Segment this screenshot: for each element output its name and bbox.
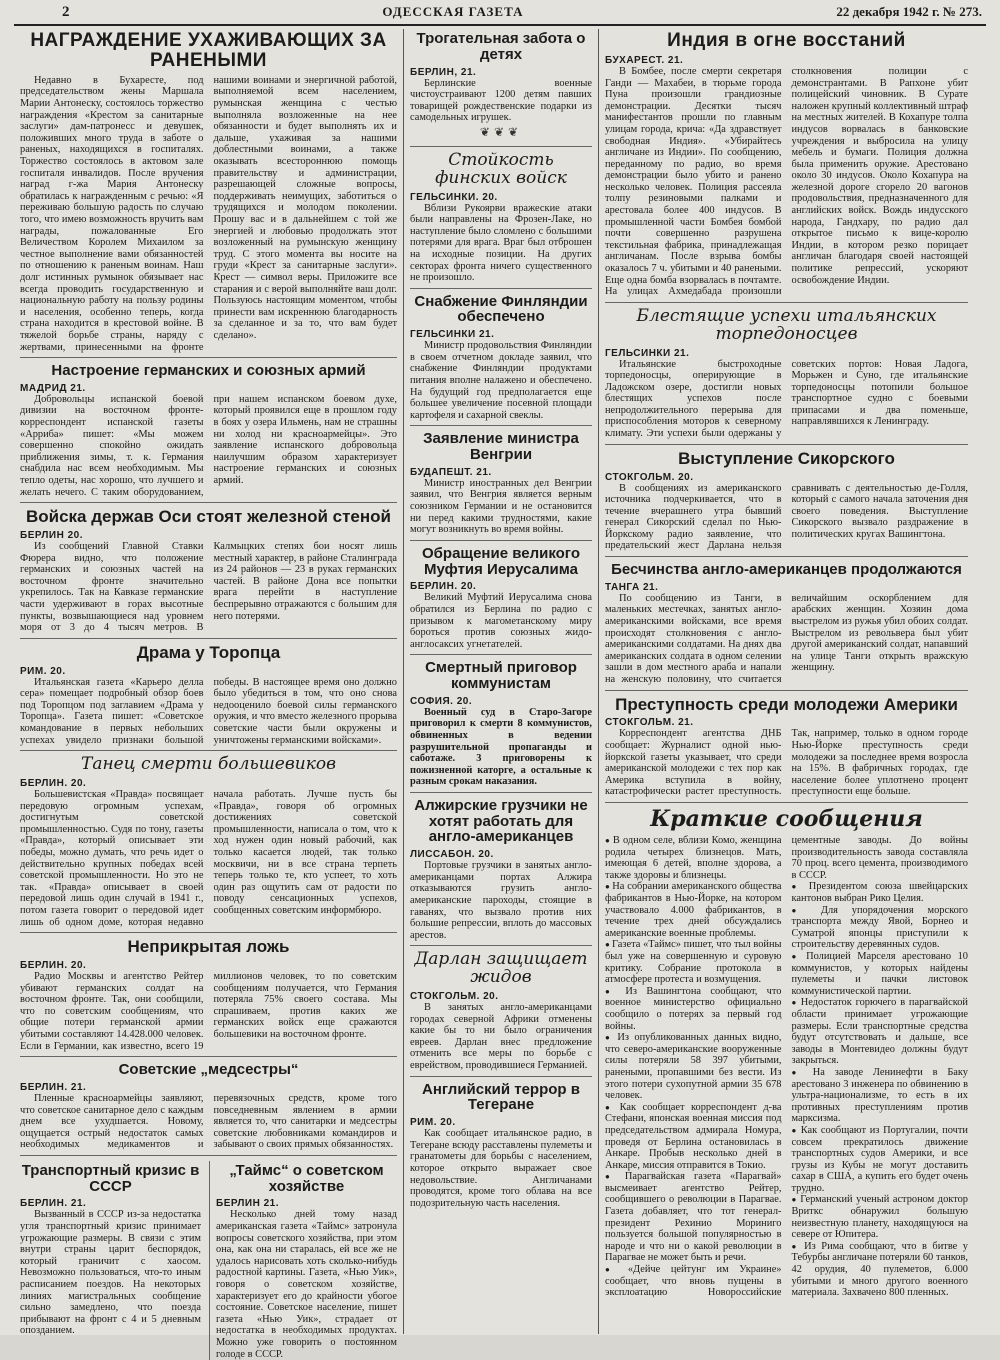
newspaper-title: ОДЕССКАЯ ГАЗЕТА xyxy=(382,4,524,19)
article-angliysky xyxy=(410,1082,592,1214)
article-title: Стойкость финских войск xyxy=(435,149,567,188)
article-body: Пленные красноармейцы заявляют, что советское санитарное дело с каждым днем все ухудшается. Новому, ощущается острый недостаток самых необходимых медикаментов и перевязочных средств, кроме того повседневным явлением в армии является то, что санитарки и медсестры советские любовниками командиров и забывают о своих прямых обязанностях. xyxy=(20,1092,397,1151)
article-dateline: ЛИССАБОН. 20. xyxy=(410,849,494,861)
article-dateline: СТОКГОЛЬМ. 21. xyxy=(605,717,694,729)
brief-item: ● «Дейче цейтунг им Украине» сообщает, что вновь пущены в эксплоатацию Новороссийские цементные заводы. До войны производительность завода составляла 70 проц. всего цемента, производимого в СССР. xyxy=(605,835,968,1299)
article-title: Английский террор в Тегеране xyxy=(422,1080,580,1114)
article-body: Портовые грузчики в занятых англо-американцами портах Алжира отказываются грузить англо-американские пароходы, стоящие в гаванях, что вызвало против них большие репрессии, вплоть до массовых арестов. xyxy=(410,860,592,941)
article-body: Добровольцы испанской боевой дивизии на восточном фронте-корреспондент испанской газеты «Арриба» пишет: «Мы можем совершенно спокойно ожидать приближения зимы, т. к. Германия снабдила нас всем необходимым. Мы тепло одеты, нас хорошо, что лучшего и желать нечего. С таким оборудованием, при нашем испанском боевом духе, который проявился еще в прошлом году в боях у озера Ильмень, нам не страшны ни холод ни красноармейцы». Это заявление испанского добровольца наилучшим образом характеризует настроение германских и союзных армий. xyxy=(20,393,397,498)
article-beschinstva xyxy=(605,562,968,691)
article-body: Корреспондент агентства ДНБ сообщает: Журналист одной нью-йоркской газеты указывает, что среди американской молодежи с тех пор как Америка вступила в войну, катастрофически растет преступность. Так, например, только в одном городе Нью-Йорке преступность среди молодежи за последнее время возросла на 15%. В фабричных городах, где население более уплотнено процент преступности еще больше. xyxy=(605,728,968,798)
article-dateline: ТАНГА 21. xyxy=(605,581,659,593)
article-dateline: БЕРЛИН. 21. xyxy=(20,1198,87,1210)
article-dateline: СОФИЯ. 20. xyxy=(410,695,473,707)
brief-item: ● На собрании американского общества фабрикантов в Нью-Йорке, на котором участвовало 4.000 фабрикантов, в течение трех дней обсуждались американские военные проблемы. xyxy=(605,881,782,939)
article-nagrazhdenie xyxy=(20,31,397,358)
brief-item: ● Полицией Марселя арестовано 10 коммунистов, у которых найдены пулеметы и пачки листовок коммунистической партии. xyxy=(792,951,969,997)
article-body: Министр продовольствия Финляндии в своем отчетном докладе заявил, что снабжение Финляндии продуктами питания вполне налажено и обеспечено. На будущий год предполагается еще большее увеличение посевной площади картофеля и сахарной свеклы. xyxy=(410,340,592,421)
article-dateline: РИМ. 20. xyxy=(20,665,66,677)
article-title: Выступление Сикорского xyxy=(678,448,895,468)
article-body: В Бомбее, после смерти секретаря Ганди — Махабеи, в тюрьме города Пуна произошли грандиозные демонстрации. Десятки тысяч манифестантов прошли по главным улицам города, крича: «Да здравствует свободная Индия». «Убирайтесь англичане из Индии». По сообщению, переданному по радио, во время демонстрации было убито и ранено несколько человек. Полиция рассеяла толпу резиновыми палками и арестовала более 400 индусов. В промышленной части Бомбея бомбой почти совершенно разрушена текстильная фабрика, принадлежащая англичанам. После взрыва бомбы оказалось 7 ч. убитыми и 40 ранеными. Еще одна бомба взорвалась в почтамте. На улицах Ахмедабада произошли столкновения полиции с демонстрантами. В Рапхоне убит полицейский чиновник. В Сурате наложен крупный коллективный штраф на местных жителей. В Кохапуре толпа индусов ворвалась в банковские учреждения и выбросила на улицу мебель и бумаги. Полиция должна была применить оружие. Арестовано около 30 индусов. Около Кохапура на железной дороге сгорело 20 вагонов продовольствия, предназначенного для английских войск. Вождь индусского народа, Гандхару, по радио дал открытое письмо к вице-королю Индии, в котором резко порицает англичан благодаря своей настоящей политике репрессий, ускоряют освобождение Индии. xyxy=(605,65,968,298)
article-title: Драма у Торопца xyxy=(136,642,281,662)
article-neprikrytaya xyxy=(20,938,397,1057)
article-dateline: ГЕЛЬСИНКИ 21. xyxy=(410,329,495,341)
brief-item: ● Недостаток горючего в парагвайской области принимает угрожающие размеры. Если транспортные средства будут отсутствовать и дальше, все заводы в Монтевидео должны будут закрыться. xyxy=(792,997,969,1067)
article-body: Радио Москвы и агентство Рейтер убивают германских солдат на восточном фронте. Так, они сообщили, что по советским сообщениям, что общие потери германской армии убитыми составляют 14.428.000 человек. Если в Германии, как известно, всего 19 миллионов человек, то по советским сообщениям получается, что Германия потеряла 75% своего состава. Мы спрашиваем, против каких же германских войск еще сражаются большевики на восточном фронте. xyxy=(20,971,397,1052)
article-dateline: СТОКГОЛЬМ. 20. xyxy=(605,471,694,483)
article-darlan xyxy=(410,951,592,1076)
article-snabzhenie xyxy=(410,294,592,427)
brief-item: ● Германский ученый астроном доктор Вриткс обнаружил большую неизвестную планету, находящуюся на севере от Юпитера. xyxy=(792,1194,969,1240)
page-number: 2 xyxy=(62,4,70,20)
ornament: ❦❦❦ xyxy=(479,124,523,139)
column-right xyxy=(599,29,974,1334)
article-body: В сообщениях из американского источника подчеркивается, что в течение вчерашнего утра бывший генерал Сикорский сделал по Нью-Йоркскому радио заявление, что предательский жест Дарлана нельзя сравнивать с деятельностью де-Голля, который с самого начала заточения дня своего поведения. Выступление Сикорского вызвало раздражение в политических кругах Вашингтона. xyxy=(605,482,968,552)
article-dateline: БЕРЛИН. 20. xyxy=(410,581,477,593)
article-title: Транспортный кризис в СССР xyxy=(21,1161,200,1195)
column-middle xyxy=(404,29,599,1334)
article-title: Краткие сообщения xyxy=(650,805,923,832)
article-body: Большевистская «Правда» посвящает передовую огромным успехам, достигнутым советской промышленностью. Судя по тону, газеты «Правда», который описывает эти победы, можно думать, что речь идет о действительно крупных победах всей советской промышленности. Но это не так. «Правда» описывает в своей передовой лишь один случай в 1941 г., потом газета говорит о передовой идет лишь об одном доме, которая недавно начала работать. Лучше пусть бы «Правда», говоря об огромных достижениях советской промышленности, написала о том, что к ход нужен один новый рабочий, как только касается людей, так только москвичи, ни в все страна терпеть теперь только те, кто успеет, то хоть один раз ощутить сам от радости по поводу сенсационных успехов, сообщенных советским информбюро. xyxy=(20,789,397,928)
article-title: Настроение германских и союзных армий xyxy=(51,362,366,380)
article-dateline: РИМ. 20. xyxy=(410,1117,456,1129)
brief-list xyxy=(605,835,968,1299)
article-kratkie xyxy=(605,805,968,1303)
article-body: Великий Муфтий Иерусалима снова обратился из Берлина по радио с призывом к магометанскому миру бороться против союзных жидо-англосаксих угнетателей. xyxy=(410,592,592,650)
article-dateline: СТОКГОЛЬМ. 20. xyxy=(410,991,499,1003)
article-dateline: БУХАРЕСТ. 21. xyxy=(605,54,684,66)
article-medsestry xyxy=(20,1062,397,1156)
article-sikorsky xyxy=(605,450,968,557)
article-body: Из сообщений Главной Ставки Фюрера видно, что положение германских и союзных частей на восточном фронте значительно укрепилось. Так на Кавказе германские части удерживают в горах высотные пункты, возвышающиеся над уровнем моря от 3 до 4 тысяч метров. В Калмыцких степях бои носят лишь местный характер, в районе Сталинграда из 24 районов — 23 в руках германских частей. В районе Дона все попытки врага перейти в наступление беспрерывно отражаются с большим для него потерями. xyxy=(20,541,397,634)
article-title: Обращение великого Муфтия Иерусалима xyxy=(421,544,581,578)
article-dateline: БЕРЛИН. 21. xyxy=(20,1081,87,1093)
column-left xyxy=(14,29,404,1360)
article-voyska xyxy=(20,508,397,639)
article-dateline: БЕРЛИН. 20. xyxy=(20,960,87,972)
article-tanets xyxy=(20,756,397,933)
article-taims xyxy=(209,1161,397,1360)
article-drama xyxy=(20,644,397,751)
brief-item: ● Из Вашингтона сообщают, что военное министерство официально сообщило о потерях за первый год войны. xyxy=(605,986,782,1032)
article-dateline: МАДРИД 21. xyxy=(20,382,86,394)
article-stoykost xyxy=(410,149,592,289)
columns xyxy=(14,29,986,1360)
article-title: Заявление министра Венгрии xyxy=(423,430,579,464)
article-body: В занятых англо-американцами городах северной Африки отменены какие бы то ни было ограничения евреев. Дарлан внес предложение отменить все меры по борьбе с еврейством, проводившиеся Германией. xyxy=(410,1002,592,1072)
article-alzhirskie xyxy=(410,798,592,946)
article-title: Индия в огне восстаний xyxy=(667,30,906,51)
article-dateline: БЕРЛИН 21. xyxy=(216,1198,280,1210)
bottom-row xyxy=(20,1161,397,1360)
article-dateline: БУДАПЕШТ. 21. xyxy=(410,466,492,478)
article-body: Итальянские быстроходные торпедоносцы, оперирующие в Ладожском озере, достигли новых блестящих успехов после непродолжительного перерыва для приспособления моторов к северному климату. Эти успехи были одержаны у советских портов: Новая Ладога, Морьжен и Суно, где итальянские торпедоносцы потопили большое транспортное судно с боевыми припасами и два поменьше, направлявшихся к Ленинграду. xyxy=(605,358,968,440)
brief-item: ● Как сообщают из Португалии, почти совсем прекратилось движение транспортных судов Америки, и все грузы из Кубы не могут доставить сахар в США, а купить его будет очень трудно. xyxy=(792,1125,969,1195)
article-dateline: БЕРЛИН 20. xyxy=(20,530,84,542)
article-blestyaschie xyxy=(605,305,968,445)
brief-item: ● Парагвайская газета «Парагвай» высмеивает агентство Рейтер, сообщившего о революции в Парагвае. Газета добавляет, что тот генерал-президент Рехинио Мориниго пользуется большой популярностью в народе и что ни о какой революции в Парагвае не может быть и речи. xyxy=(605,1171,782,1264)
article-title: Алжирские грузчики не хотят работать для англо-американцев xyxy=(414,796,588,846)
brief-item: ● Для упорядочения морского транспорта между Явой, Борнео и Суматрой японцы приступили к строительству деревянных судов. xyxy=(792,905,969,951)
article-title: НАГРАЖДЕНИЕ УХАЖИВАЮЩИХ ЗА РАНЕНЫМИ xyxy=(30,30,387,71)
article-title: Смертный приговор коммунистам xyxy=(425,659,577,693)
brief-item: ● Из Рима сообщают, что в битве у Тебурбы англичане потеряли 60 танков, 42 орудия, 40 пулеметов, 6.000 убитыми и много другого военного материала. Захвачено 800 пленных. xyxy=(792,1241,969,1299)
article-title: Советские „медсестры“ xyxy=(118,1061,299,1079)
article-title: Дарлан защищает жидов xyxy=(414,949,588,988)
article-zayavlenie xyxy=(410,431,592,540)
article-trogatelnaya xyxy=(410,31,592,147)
article-title: Снабжение Финляндии обеспечено xyxy=(414,292,588,326)
article-body: Военный суд в Старо-Загоре приговорил к смерти 8 коммунистов, обвиненных в ведении разрушительной пропаганды и саботаже. 3 приговорены к пожизненной каторге, а остальные к разным срокам наказания. xyxy=(410,706,592,788)
article-dateline: ГЕЛЬСИНКИ. 20. xyxy=(410,191,498,203)
article-transport xyxy=(20,1161,201,1360)
article-title: Неприкрытая ложь xyxy=(127,937,290,957)
article-title: Бесчинства англо-американцев продолжаются xyxy=(611,561,962,579)
brief-item: ● Президентом союза швейцарских кантонов выбран Рико Целия. xyxy=(792,881,969,904)
article-title: Блестящие успехи итальянских торпедоносцев xyxy=(636,305,937,344)
article-dateline: БЕРЛИН, 21. xyxy=(410,66,477,78)
brief-item: ● Из опубликованных данных видно, что северо-американские вооруженные силы потеряли 58 397 убитыми, ранеными, пропавшими без вести. Из этого потери сухопутной армии 35 678 человек. xyxy=(605,1032,782,1102)
article-india xyxy=(605,31,968,303)
article-title: Трогательная забота о детях xyxy=(416,30,586,63)
article-dateline: ГЕЛЬСИНКИ 21. xyxy=(605,347,690,359)
article-body: Вызванный в СССР из-за недостатка угля транспортный кризис принимает угрожающие размеры. В связи с этим внутри страны царит беспорядок, который граничит с хаосом. Невозможно пользоваться, что-то иным расписанием поездов. На некоторых линиях магистральных сообщение сильно замедлено, что поезда прибывают на фронт с 4 и 5 дневным опозданием. xyxy=(20,1209,201,1337)
article-obraschenie xyxy=(410,546,592,655)
article-body: Вблизи Рукоярви вражеские атаки были направлены на Фрозен-Лаке, но наступление было сломлено с большими потерями для врага. Враг был отброшен на исходные позиции. На других секторах фронта ничего существенного не произошло. xyxy=(410,202,592,284)
brief-item: ● Газета «Таймс» пишет, что тыл войны был уже на совершенную и суровую критику. Собрание протокола в атмосфере протеста и возмущения. xyxy=(605,939,782,985)
brief-item: ● На заводе Ленинефти в Баку арестовано 3 инженера по обвинению в ультра-национализме, то есть в их противных преступлениям против марксизма. xyxy=(792,1067,969,1125)
brief-item: ● Как сообщает корреспондент д-ва Стефани, японская военная миссия под председательством адмирала Номура, проведя от Берлина остановилась в Анкаре. Пробыв несколько дней в Анкаре, миссия отправится в Токио. xyxy=(605,1102,782,1172)
article-body: Недавно в Бухаресте, под председательством жены Маршала Марии Антонеску, состоялось торжество награждения «Крестом за санитарные заслуги» дам-патронесс и девушек, положивших много труда в заботе о раненых, находящихся в госпиталях. Торжество состоялось в актовом зале госпиталя инвалидов. После вручения наград г-жа Мария Антонеску обратилась к награжденным с речью: «Я переживаю большую радость по случаю того, что имею возможность вручить вам награды, пожалованные Его Величеством Королем Михаилом за честное выполнение вами обязанностей по отношению к раненым воинам. Наш долг истинных румынок обязывает нас всегда проводить государственную и национальную работу на пользу родины и населения, особенно теперь, когда страна находится в крестовой войне. В тяжелой борьбе страны, наряду с жертвами, принесенными на фронте нашими воинами и энергичной работой, выполняемой всем населением, румынская женщина с честью выполняла возложенные на нее обязанности и будет выполнять их и дальше, ухаживая за нашими доблестными воинами, а также оказывать всестороннюю помощь правительству и администрации, разрешающей сложные вопросы, поддерживать неимущих, заботиться о трудящихся и молодом поколении. Прошу вас и в дальнейшем с той же энергией и любовью продолжать этот возложенный на румынскую женщину труд. С этого момента вы носите на груди «Крест за санитарные заслуги». Крест — символ веры. Приложите все старания и с верой выполняйте ваш долг. Пользуюсь настоящим моментом, чтобы принести вам искреннюю благодарность за сделанное и за то, что вам будет сделано». xyxy=(20,74,397,353)
issue-date: 22 декабря 1942 г. № 273. xyxy=(836,4,982,19)
article-dateline: БЕРЛИН. 20. xyxy=(20,778,87,790)
article-title: Войска держав Оси стоят железной стеной xyxy=(25,507,391,527)
article-body: Несколько дней тому назад американская газета «Таймс» затронула вопросы советского хозяйства, при этом она, как она ни старалась, ей все же не удалось нарисовать хоть сколько-нибудь радостной картины. Газета, «Нью Уик», говоря о советском хозяйстве, характеризует его до крайности убогое состояние. Советское население, пишет газета «Нью Уик», страдает от недостатка в необходимых продуктах. Можно уже говорить о постоянном голоде в СССР. xyxy=(216,1209,397,1360)
masthead xyxy=(14,4,986,26)
article-body: Берлинские военные чистоустраивают 1200 детям павших товарищей рождественские подарки из самодельных игрушек. xyxy=(410,77,592,124)
article-body: По сообщению из Танги, в маленьких местечках, занятых англо-американскими войсками, все время происходят столкновения с англо-американскими солдатами. На днях два американских солдата в одном селении зашли в дом местного араба и напали на женскую половину, что считается величайшим оскорблением для арабских женщин. Хозяин дома выстрелом из ружья убил обоих солдат. Выстрелом из револьвера был убит другой американский солдат, напавший на улице Танги открыть вражскую женщину. xyxy=(605,592,968,685)
article-title: Преступность среди молодежи Америки xyxy=(615,694,958,714)
article-body: Министр иностранных дел Венгрии заявил, что Венгрия является верным союзником Германии и не остановится ни перед какими трудностями, какие могут возникнуть во время войны. xyxy=(410,477,592,536)
article-prestupnost xyxy=(605,696,968,803)
brief-item: ● В одном селе, вблизи Комо, женщина родила четырех близнецов. Мать, имеющая 6 детей, вполне здорова, а также здоровы и близнецы. xyxy=(605,835,782,881)
article-title: „Таймс“ о советском хозяйстве xyxy=(229,1161,384,1195)
article-body: Итальянская газета «Карьеро делла сера» помещает подробный обзор боев под Торопцом под заглавием «Драма у Торопца». Газета пишет: «Советское командование в первых небольших успехах увидело признаки большой победы. В настоящее время оно должно было убедиться в том, что оно снова недооценило боевой силы германского оружия, и что вместо железного прорыва советские части были окружены и уничтожены германскими войсками». xyxy=(20,676,397,746)
article-smertny xyxy=(410,660,592,793)
article-nastroenie xyxy=(20,363,397,503)
article-title: Танец смерти большевиков xyxy=(80,754,336,775)
article-body: Как сообщает итальянское радио, в Тегеране всюду расставлены пулеметы и гранатометы для борьбы с населением, которое открыто выражает свое недовольствие. Англичанами проводятся, кроме того облава на все подозрительную часть населения. xyxy=(410,1128,592,1209)
